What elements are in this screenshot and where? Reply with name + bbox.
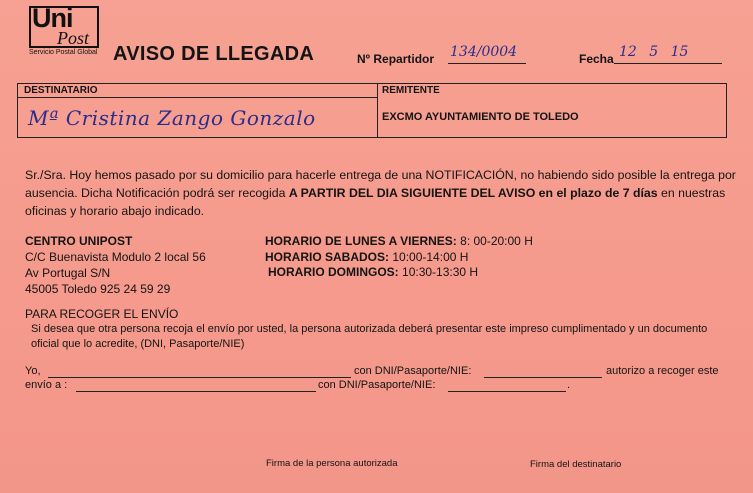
fecha-field (614, 44, 722, 64)
repartidor-value: 134/0004 (450, 44, 518, 60)
destinatario-label: DESTINATARIO (24, 85, 98, 96)
form-autorizo: autorizo a recoger este (606, 365, 719, 377)
pickup-instructions: Si desea que otra persona recoja el envío por usted, la persona autorizada deberá presentar este impreso cumplimentado y un documento oficial que lo acredite, (DNI, Pasaporte/NIE) (31, 323, 708, 350)
destinatario-value: Mª Cristina Zango Gonzalo (28, 106, 316, 130)
repartidor-field (448, 44, 526, 64)
form-period: . (567, 379, 571, 391)
authorized-dni-field[interactable] (448, 379, 566, 392)
office-address-line1: C/C Buenavista Modulo 2 local 56 (25, 250, 206, 264)
office-hours-saturday (265, 249, 468, 265)
box-divider (377, 84, 378, 137)
office-address (25, 233, 260, 297)
address-box (17, 83, 727, 138)
box-header-line (18, 97, 377, 98)
authorizer-dni-field[interactable] (484, 365, 602, 378)
sunday-value: 10:30-13:30 H (402, 265, 479, 279)
signature-recipient-label: Firma del destinatario (530, 459, 622, 470)
office-title: CENTRO UNIPOST (25, 234, 133, 248)
sunday-label: HORARIO DOMINGOS: (268, 265, 399, 279)
logo-brand-top: Uni (32, 3, 73, 33)
signature-authorized-label: Firma de la persona autorizada (266, 458, 398, 469)
office-address-line2: Av Portugal S/N (25, 266, 111, 280)
form-envio: envío a : (25, 379, 68, 391)
notice-message (25, 166, 737, 220)
message-part2: en nuestras oficinas y horario abajo indicado. (25, 186, 726, 218)
page-title: AVISO DE LLEGADA (113, 43, 315, 65)
remitente-label: REMITENTE (382, 85, 440, 96)
remitente-value: EXCMO AYUNTAMIENTO DE TOLEDO (382, 111, 579, 123)
authorized-name-field[interactable] (76, 379, 316, 392)
office-hours-weekday (265, 233, 533, 249)
unipost-logo (29, 3, 101, 60)
form-dni2: con DNI/Pasaporte/NIE: (318, 379, 436, 391)
saturday-label: HORARIO SABADOS: (265, 250, 390, 264)
weekday-value: 8: 00-20:00 H (460, 234, 533, 248)
form-yo: Yo, (25, 365, 41, 377)
pickup-title: PARA RECOGER EL ENVÍO (25, 307, 179, 321)
repartidor-label: Nº Repartidor (357, 52, 435, 66)
message-part1: Sr./Sra. Hoy hemos pasado por su domicilio para hacerle entrega de una NOTIFICACIÓN, no habiendo sido posible la entrega por ausencia. Dicha Notificación podrá ser recogida (25, 168, 736, 200)
logo-brand-bottom: Post (57, 28, 90, 48)
authorizer-name-field[interactable] (48, 365, 351, 378)
saturday-value: 10:00-14:00 H (392, 250, 469, 264)
message-bold: A PARTIR DEL DIA SIGUIENTE DEL AVISO en el plazo de 7 días (288, 186, 658, 200)
form-dni1: con DNI/Pasaporte/NIE: (354, 365, 472, 377)
office-hours-sunday (268, 264, 478, 280)
fecha-label: Fecha (579, 52, 614, 66)
weekday-label: HORARIO DE LUNES A VIERNES: (265, 234, 457, 248)
logo-tagline: Servicio Postal Global (29, 49, 98, 56)
fecha-value: 12 5 15 (619, 44, 689, 60)
office-address-line3: 45005 Toledo 925 24 59 29 (25, 282, 171, 296)
